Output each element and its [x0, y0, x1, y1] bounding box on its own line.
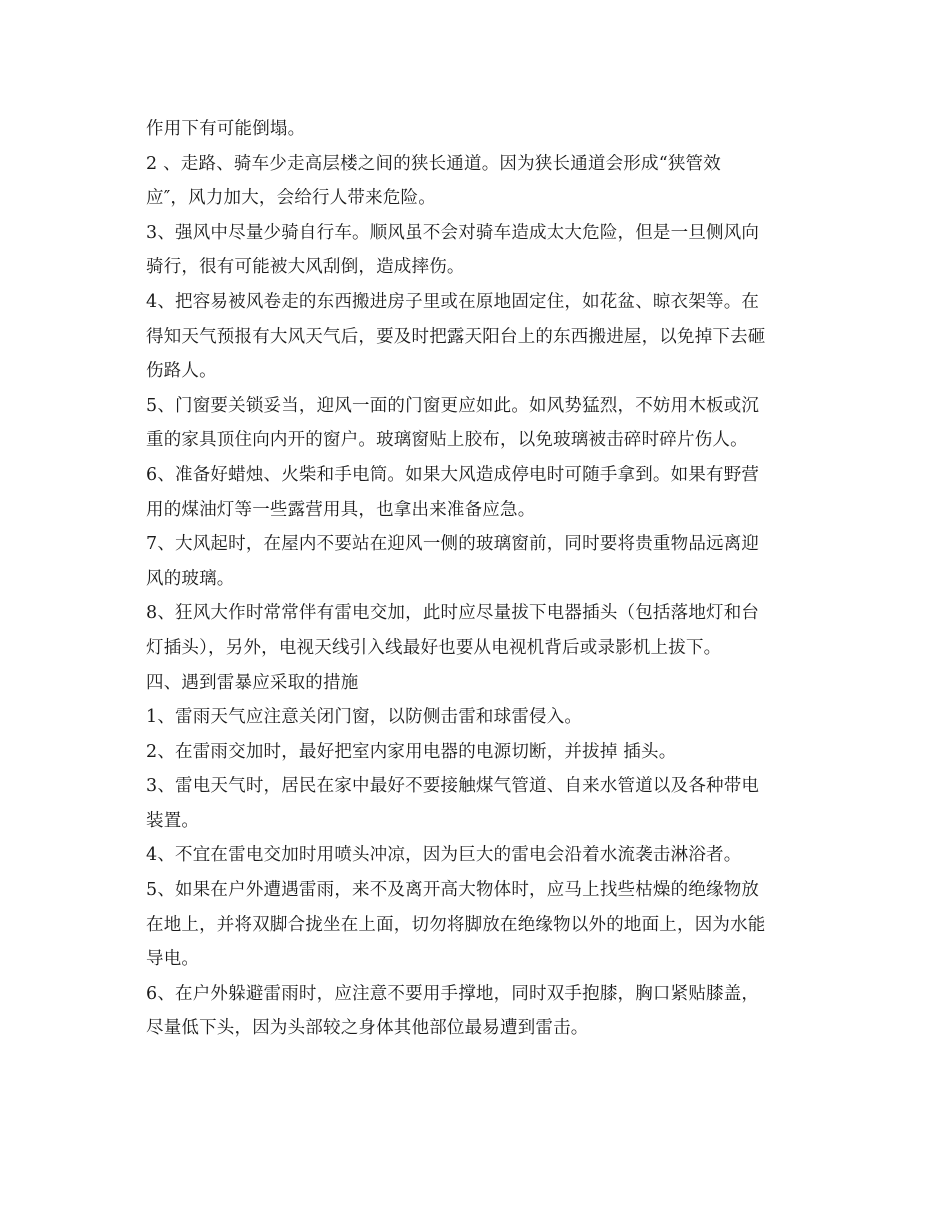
text-line: 风的玻璃。 [146, 568, 235, 589]
text-line: 2 、走路、骑车少走高层楼之间的狭长通道。因为狭长通道会形成“狭管效 [146, 153, 721, 174]
section-heading: 四、遇到雷暴应采取的措施 [146, 672, 359, 693]
text-line: 灯插头），另外，电视天线引入线最好也要从电视机背后或录影机上拔下。 [146, 637, 722, 658]
text-line: 6、在户外躲避雷雨时，应注意不要用手撑地，同时双手抱膝，胸口紧贴膝盖， [146, 983, 760, 1004]
text-line: 伤路人。 [146, 361, 217, 382]
text-line: 应″，风力加大，会给行人带来危险。 [146, 188, 436, 209]
text-line: 重的家具顶住向内开的窗户。玻璃窗贴上胶布，以免玻璃被击碎时碎片伤人。 [146, 430, 748, 451]
text-line: 装置。 [146, 810, 200, 831]
document-body [146, 112, 810, 1046]
text-line: 3、强风中尽量少骑自行车。顺风虽不会对骑车造成太大危险，但是一旦侧风向 [146, 222, 760, 243]
text-line: 1、雷雨天气应注意关闭门窗，以防侧击雷和球雷侵入。 [146, 707, 583, 728]
text-line: 得知天气预报有大风天气后，要及时把露天阳台上的东西搬进屋，以免掉下去砸 [146, 326, 766, 347]
text-line: 8、狂风大作时常常伴有雷电交加，此时应尽量拔下电器插头（包括落地灯和台 [146, 603, 760, 624]
text-line: 作用下有可能倒塌。 [146, 119, 306, 139]
text-line: 4、不宜在雷电交加时用喷头冲凉，因为巨大的雷电会沿着水流袭击淋浴者。 [146, 845, 742, 866]
text-line: 骑行，很有可能被大风刮倒，造成摔伤。 [146, 257, 465, 278]
text-line: 3、雷电天气时，居民在家中最好不要接触煤气管道、自来水管道以及各种带电 [146, 776, 760, 797]
text-line: 用的煤油灯等一些露营用具，也拿出来准备应急。 [146, 499, 536, 520]
text-line: 2、在雷雨交加时，最好把室内家用电器的电源切断，并拔掉 插头。 [146, 741, 677, 762]
text-line: 5、如果在户外遭遇雷雨，来不及离开高大物体时，应马上找些枯燥的绝缘物放 [146, 880, 760, 901]
text-line: 4、把容易被风卷走的东西搬进房子里或在原地固定住，如花盆、晾衣架等。在 [146, 291, 760, 312]
text-line: 在地上，并将双脚合拢坐在上面，切勿将脚放在绝缘物以外的地面上，因为水能 [146, 914, 766, 935]
text-line: 6、准备好蜡烛、火柴和手电筒。如果大风造成停电时可随手拿到。如果有野营 [146, 464, 760, 485]
text-line: 5、门窗要关锁妥当，迎风一面的门窗更应如此。如风势猛烈，不妨用木板或沉 [146, 395, 760, 416]
text-line: 尽量低下头，因为头部较之身体其他部位最易遭到雷击。 [146, 1018, 589, 1039]
text-line: 导电。 [146, 949, 200, 970]
text-line: 7、大风起时，在屋内不要站在迎风一侧的玻璃窗前，同时要将贵重物品远离迎 [146, 534, 760, 555]
